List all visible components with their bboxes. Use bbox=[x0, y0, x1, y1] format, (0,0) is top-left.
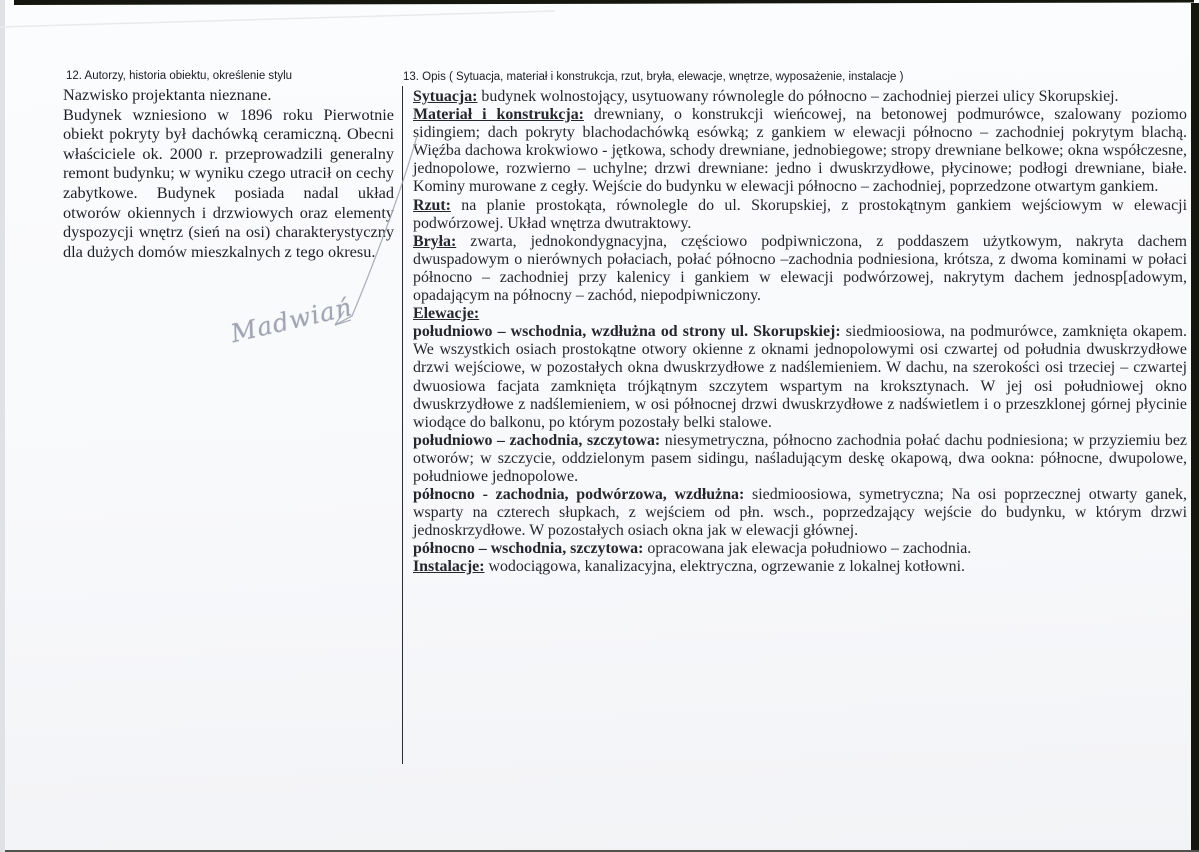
para-elewacja-pd-zach bbox=[413, 432, 1187, 486]
para-sytuacja bbox=[413, 88, 1187, 106]
para-text: drewniany, o konstrukcji wieńcowej, na betonowej podmurówce, szalowany poziomo sidingiem; dach pokryty blachodachówką esówką; z gankiem w elewacji północno – zachodniej pokrytym blachą. Więźba dachowa krokwiowo - jętkowa, schody drewniane, jednobiegowe; stropy drewniane belkowe; okna współczesne, jednopolowe, rozwierno – uchylne; drzwi drewniane: jedno i dwuskrzydłowe, płycinowe; podłogi drewniane, białe. Kominy murowane z cegły. Wejście do budynku w elewacji północno – zachodniej, poprzedzone otwartym gankiem. bbox=[413, 106, 1187, 196]
section-12-body bbox=[63, 85, 394, 261]
para-instalacje bbox=[413, 558, 1187, 576]
para-elewacja-pn-wsch bbox=[413, 540, 1187, 558]
para-text: wodociągowa, kanalizacyjna, elektryczna, ogrzewanie z lokalnej kotłowni. bbox=[484, 558, 965, 576]
para-label: północno – wschodnia, szczytowa: bbox=[413, 540, 644, 558]
para-label: Bryła: bbox=[413, 232, 457, 250]
para-label: Sytuacja: bbox=[413, 88, 478, 105]
para-material bbox=[413, 106, 1187, 196]
para-text: siedmioosiowa, symetryczna; Na osi poprzecznej otwarty ganek, wsparty na czterech słupkach, z wejściem od płn. wsch., poprzedzający wejście do budynku, w którym drzwi jednoskrzydłowe. W pozostałych osiach okna jak w elewacji głównej. bbox=[413, 486, 1187, 540]
handwritten-signature: Madwiań bbox=[228, 292, 356, 349]
paper-crease bbox=[0, 0, 600, 40]
scan-edge-top bbox=[14, 0, 1194, 5]
column-divider bbox=[402, 86, 403, 764]
section-13-header: 13. Opis ( Sytuacja, materiał i konstrukcja, rzut, bryła, elewacje, wnętrze, wyposażenie, instalacje ) bbox=[403, 71, 904, 83]
para-text: na planie prostokąta, równolegle do ul. Skorupskiej, z prostokątnym gankiem wejściowym w elewacji podwórzowej. Układ wnętrza dwutraktowy. bbox=[413, 196, 1187, 232]
para-label: południowo – wschodnia, wzdłużna od strony ul. Skorupskiej: bbox=[413, 323, 841, 341]
para-label: Materiał i konstrukcja: bbox=[413, 106, 584, 124]
para-rzut bbox=[413, 197, 1187, 233]
para-bryla bbox=[413, 233, 1187, 305]
scan-edge-left bbox=[0, 0, 5, 852]
para-label: Instalacje: bbox=[413, 558, 485, 576]
para-label: Rzut: bbox=[413, 196, 451, 214]
para-elewacje bbox=[413, 305, 1187, 323]
scan-edge-right bbox=[1191, 3, 1199, 852]
para-text: opracowana jak elewacja południowo – zachodnia. bbox=[643, 540, 972, 558]
para-elewacja-pd-wsch bbox=[413, 323, 1187, 432]
history-paragraph: Budynek wzniesiono w 1896 roku Pierwotnie obiekt pokryty był dachówką ceramiczną. Obecni właściciele ok. 2000 r. przeprowadzili generalny remont budynku; w wyniku czego utracił on cechy zabytkowe. Budynek posiada nadal układ otworów okiennych i drzwiowych oraz elementy dyspozycji wnętrz (sień na osi) charakterystyczny dla dużych domów mieszkalnych z tego okresu. bbox=[63, 104, 394, 261]
para-label: południowo – zachodnia, szczytowa: bbox=[413, 431, 661, 449]
para-label: Elewacje: bbox=[413, 305, 480, 323]
para-text: niesymetryczna, północno zachodnia połać dachu podniesiona; w przyziemiu bez otworów; w szczycie, oddzielonym pasem sidingu, naśladującym deskę okapową, dwa ookna: północne, dwupolowe, południowe jednopolowe. bbox=[413, 431, 1187, 485]
section-13-body bbox=[413, 88, 1187, 577]
para-text: zwarta, jednokondygnacyjna, częściowo podpiwniczona, z poddaszem użytkowym, nakryta dachem dwuspadowym o nierównych połaciach, połać północno –zachodnia podniesiona, krótsza, z dwoma kominami w połaci północno – zachodniej przy kalenicy i gankiem w elewacji podwórzowej, nakrytym dachem jednosp[adowym, opadającym na północny – zachód, niepodpiwniczony. bbox=[413, 232, 1187, 305]
section-12-header: 12. Autorzy, historia obiektu, określenie stylu bbox=[66, 70, 293, 82]
para-text: siedmioosiowa, na podmurówce, zamknięta okapem. We wszystkich osiach prostokątne otwory okienne z oknami jednopolowymi osi czwartej od południa dwuskrzydłowe drzwi wejściowe, w pozostałych okna dwuskrzydłowe z nadślemieniem. W dachu, na szerokości osi trzeciej – czwartej dwuosiowa facjata zamknięta trójkątnym szczytem wspartym na kroksztynach. W jej osi południowej okno dwuskrzydłowe z nadślemieniem, w osi północnej drzwi dwuskrzydłowe z nadświetlem i o przeszklonej górnej płycinie wiodące do balkonu, po którym pozostały belki stalowe. bbox=[413, 323, 1187, 431]
para-text: budynek wolnostojący, usytuowany równolegle do północno – zachodniej pierzei ulicy Skorupskiej. bbox=[477, 88, 1119, 105]
para-elewacja-pn-zach bbox=[413, 486, 1187, 540]
para-label: północno - zachodnia, podwórzowa, wzdłużna: bbox=[413, 486, 745, 504]
designer-note: Nazwisko projektanta nieznane. bbox=[63, 85, 272, 104]
